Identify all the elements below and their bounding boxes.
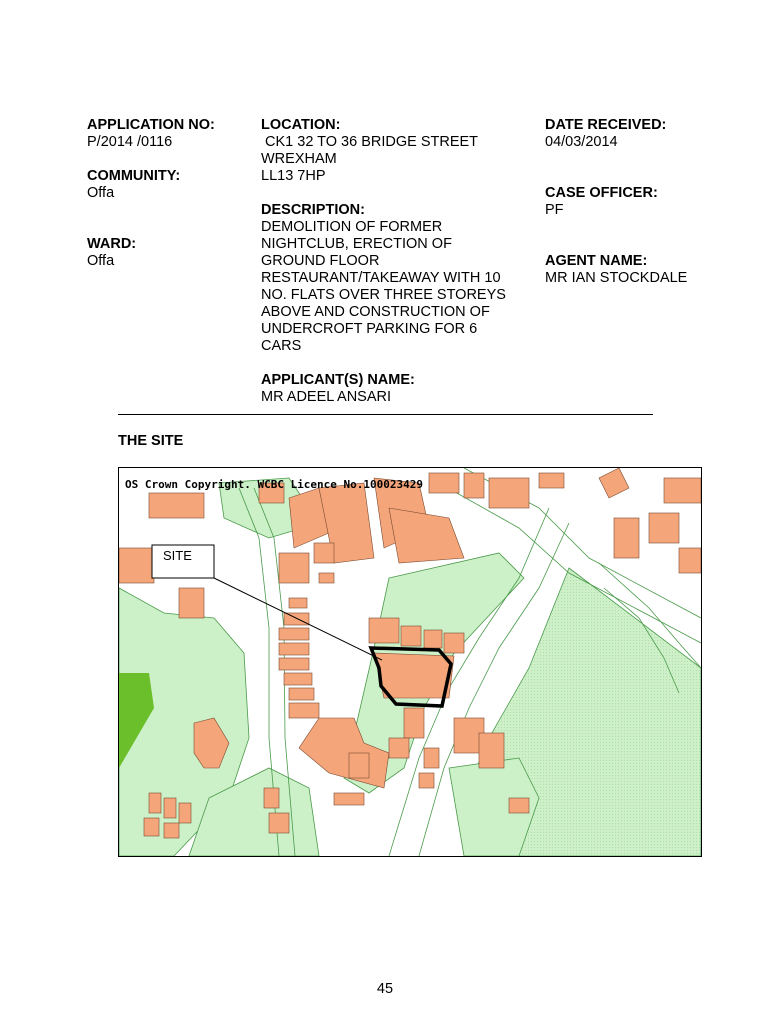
agent-name-value: MR IAN STOCKDALE	[545, 270, 688, 286]
description-line: NIGHTCLUB, ERECTION OF	[261, 236, 452, 252]
description-line: ABOVE AND CONSTRUCTION OF	[261, 304, 490, 320]
date-received-value: 04/03/2014	[545, 134, 618, 150]
map-copyright: OS Crown Copyright. WCBC Licence No.100023429	[125, 478, 424, 491]
description-line: CARS	[261, 338, 302, 354]
left-column	[87, 117, 252, 270]
location-line: WREXHAM	[261, 151, 337, 167]
agent-name-label: AGENT NAME:	[545, 253, 648, 269]
middle-column	[261, 117, 531, 406]
applicant-value: MR ADEEL ANSARI	[261, 389, 392, 405]
description-line: GROUND FLOOR	[261, 253, 380, 269]
description-line: UNDERCROFT PARKING FOR 6	[261, 321, 478, 337]
community-value: Offa	[87, 185, 115, 201]
location-line: CK1 32 TO 36 BRIDGE STREET	[261, 134, 479, 150]
site-heading: THE SITE	[118, 433, 184, 449]
description-label: DESCRIPTION:	[261, 202, 365, 218]
divider-line	[118, 414, 653, 415]
map-canvas	[119, 468, 701, 856]
page-number: 45	[376, 981, 394, 997]
description-line: RESTAURANT/TAKEAWAY WITH 10	[261, 270, 501, 286]
case-officer-label: CASE OFFICER:	[545, 185, 658, 201]
description-line: DEMOLITION OF FORMER	[261, 219, 443, 235]
ward-label: WARD:	[87, 236, 137, 252]
application-no-label: APPLICATION NO:	[87, 117, 215, 133]
location-label: LOCATION:	[261, 117, 341, 133]
applicant-label: APPLICANT(S) NAME:	[261, 372, 415, 388]
right-column	[545, 117, 765, 287]
site-location-map[interactable]	[118, 467, 702, 857]
ward-value: Offa	[87, 253, 115, 269]
date-received-label: DATE RECEIVED:	[545, 117, 667, 133]
application-no-value: P/2014 /0116	[87, 134, 173, 150]
location-line: LL13 7HP	[261, 168, 326, 184]
case-officer-value: PF	[545, 202, 564, 218]
site-label: SITE	[163, 548, 192, 563]
description-line: NO. FLATS OVER THREE STOREYS	[261, 287, 506, 303]
community-label: COMMUNITY:	[87, 168, 181, 184]
